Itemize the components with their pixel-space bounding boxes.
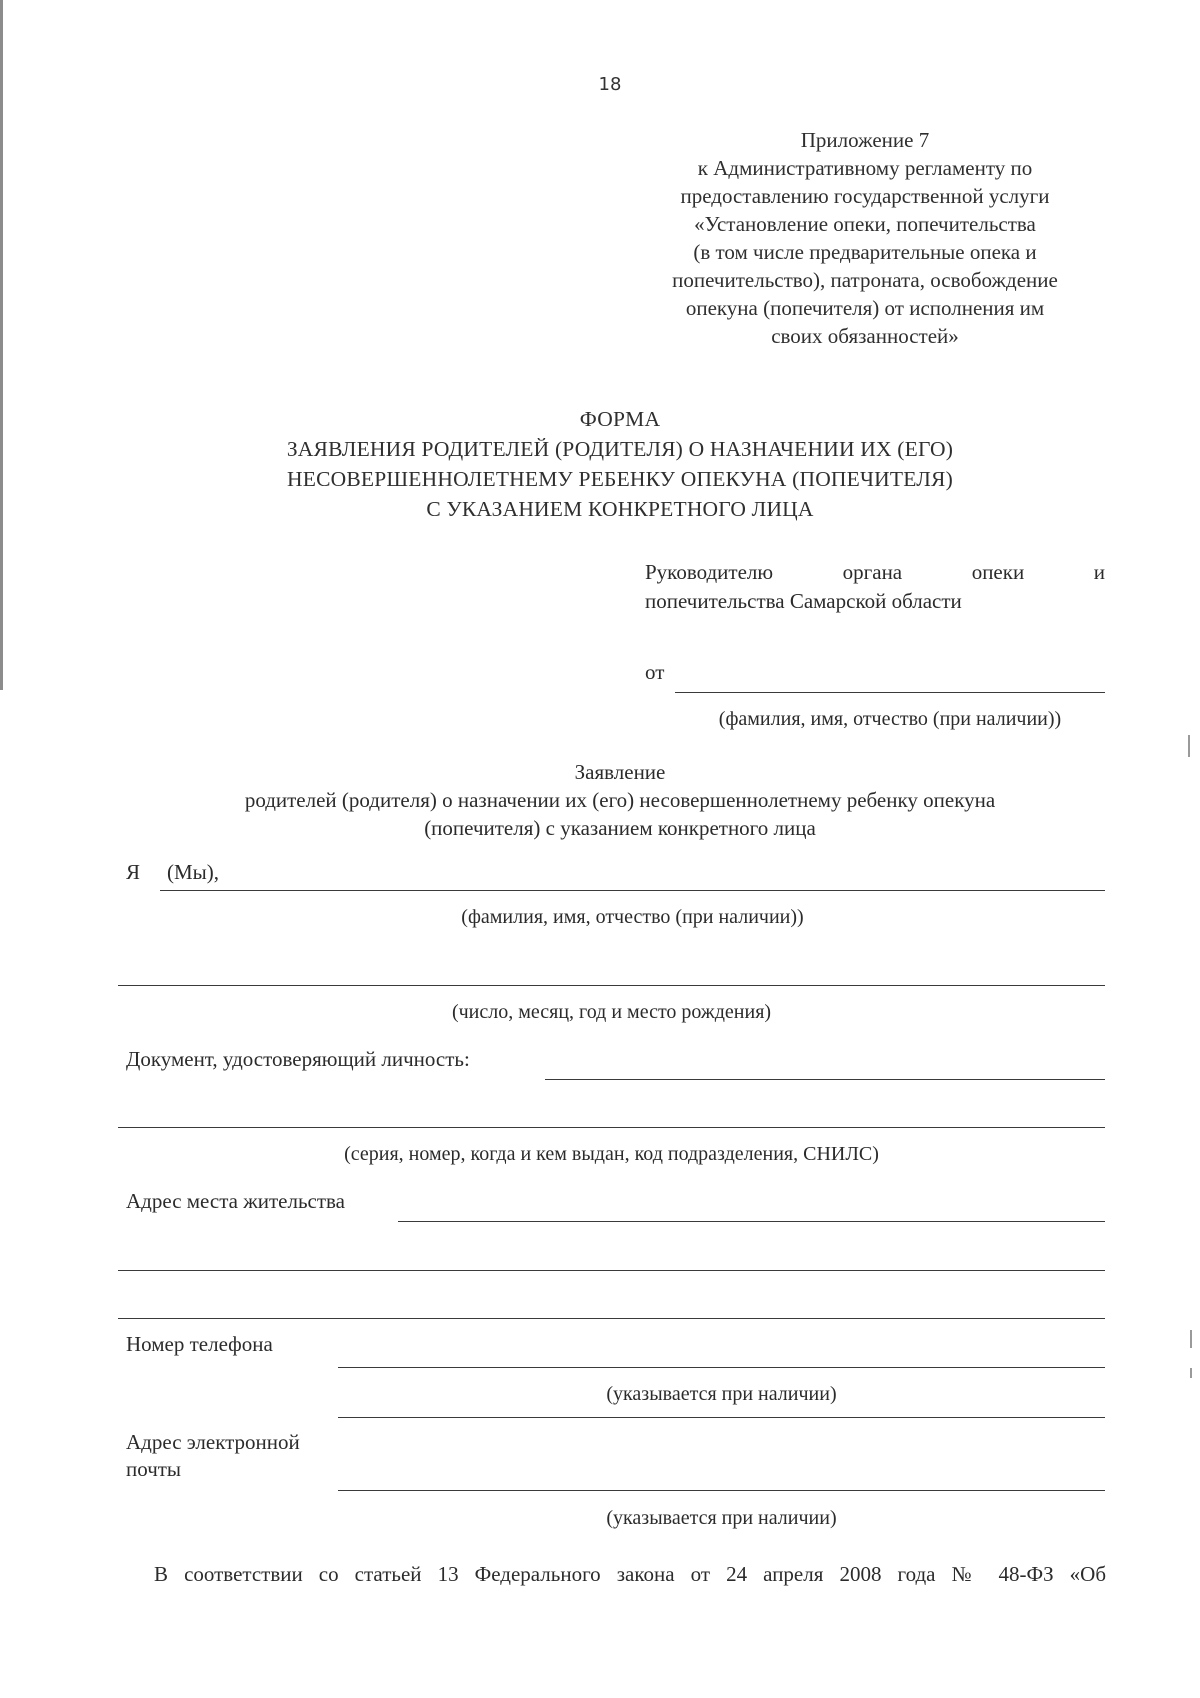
addressee-line: Руководителю органа опеки и <box>645 560 1105 584</box>
appendix-line: предоставлению государственной услуги <box>680 184 1050 208</box>
phone-caption: (указывается при наличии) <box>606 1383 837 1405</box>
appendix-line: Приложение 7 <box>800 128 930 152</box>
scan-speck <box>1190 1330 1192 1348</box>
form-title-line: ФОРМА <box>579 407 661 431</box>
statement-title-line: Заявление <box>574 760 666 784</box>
applicant-name-caption: (фамилия, имя, отчество (при наличии)) <box>461 906 804 928</box>
from-label: от <box>645 660 665 684</box>
i-label: Я <box>126 860 141 884</box>
scan-speck <box>1188 735 1190 757</box>
email-label: Адрес электронной почты <box>126 1430 300 1481</box>
we-label: (Мы), <box>167 860 220 884</box>
form-title-line: ЗАЯВЛЕНИЯ РОДИТЕЛЕЙ (РОДИТЕЛЯ) О НАЗНАЧЕНИИ ИХ (ЕГО) <box>286 437 954 461</box>
statement-title-line: (попечителя) с указанием конкретного лица <box>424 816 816 840</box>
birth-info-field[interactable] <box>118 985 1105 986</box>
document-label: Документ, удостоверяющий личность: <box>126 1047 470 1071</box>
page-number: 18 <box>598 74 622 95</box>
appendix-header <box>630 126 1100 350</box>
address-label: Адрес места жительства <box>126 1189 345 1213</box>
appendix-line: (в том числе предварительные опека и <box>693 240 1037 264</box>
phone-caption-underline <box>338 1417 1105 1418</box>
appendix-line: к Административному регламенту по <box>697 156 1033 180</box>
form-title <box>180 404 1060 524</box>
from-name-caption: (фамилия, имя, отчество (при наличии)) <box>718 708 1062 730</box>
address-field[interactable] <box>398 1221 1105 1222</box>
addressee-line: попечительства Самарской области <box>645 589 962 613</box>
address-field-line3[interactable] <box>118 1318 1105 1319</box>
email-caption: (указывается при наличии) <box>606 1507 837 1529</box>
statement-title <box>120 758 1120 842</box>
document-caption: (серия, номер, когда и кем выдан, код подразделения, СНИЛС) <box>344 1143 879 1165</box>
applicant-name-field[interactable] <box>160 890 1105 891</box>
scan-speck <box>1190 1368 1192 1378</box>
form-title-line: НЕСОВЕРШЕННОЛЕТНЕМУ РЕБЕНКУ ОПЕКУНА (ПОПЕЧИТЕЛЯ) <box>287 467 953 491</box>
appendix-line: попечительство), патроната, освобождение <box>672 268 1058 292</box>
appendix-line: своих обязанностей» <box>771 324 959 348</box>
scan-edge-shadow <box>0 0 3 690</box>
form-title-line: С УКАЗАНИЕМ КОНКРЕТНОГО ЛИЦА <box>426 497 814 521</box>
document-field[interactable] <box>545 1079 1105 1080</box>
phone-field[interactable] <box>338 1367 1105 1368</box>
closing-paragraph: В соответствии со статьей 13 Федерального закона от 24 апреля 2008 года № 48-ФЗ «Об <box>154 1562 1106 1586</box>
address-field-line2[interactable] <box>118 1270 1105 1271</box>
phone-label: Номер телефона <box>126 1332 273 1356</box>
email-field[interactable] <box>338 1490 1105 1491</box>
document-field-line2[interactable] <box>118 1127 1105 1128</box>
addressee-block <box>645 558 1105 616</box>
appendix-line: опекуна (попечителя) от исполнения им <box>685 296 1045 320</box>
appendix-line: «Установление опеки, попечительства <box>694 212 1036 236</box>
from-name-field[interactable] <box>675 692 1105 693</box>
birth-info-caption: (число, месяц, год и место рождения) <box>451 1001 772 1023</box>
statement-title-line: родителей (родителя) о назначении их (его) несовершеннолетнему ребенку опекуна <box>244 788 996 812</box>
